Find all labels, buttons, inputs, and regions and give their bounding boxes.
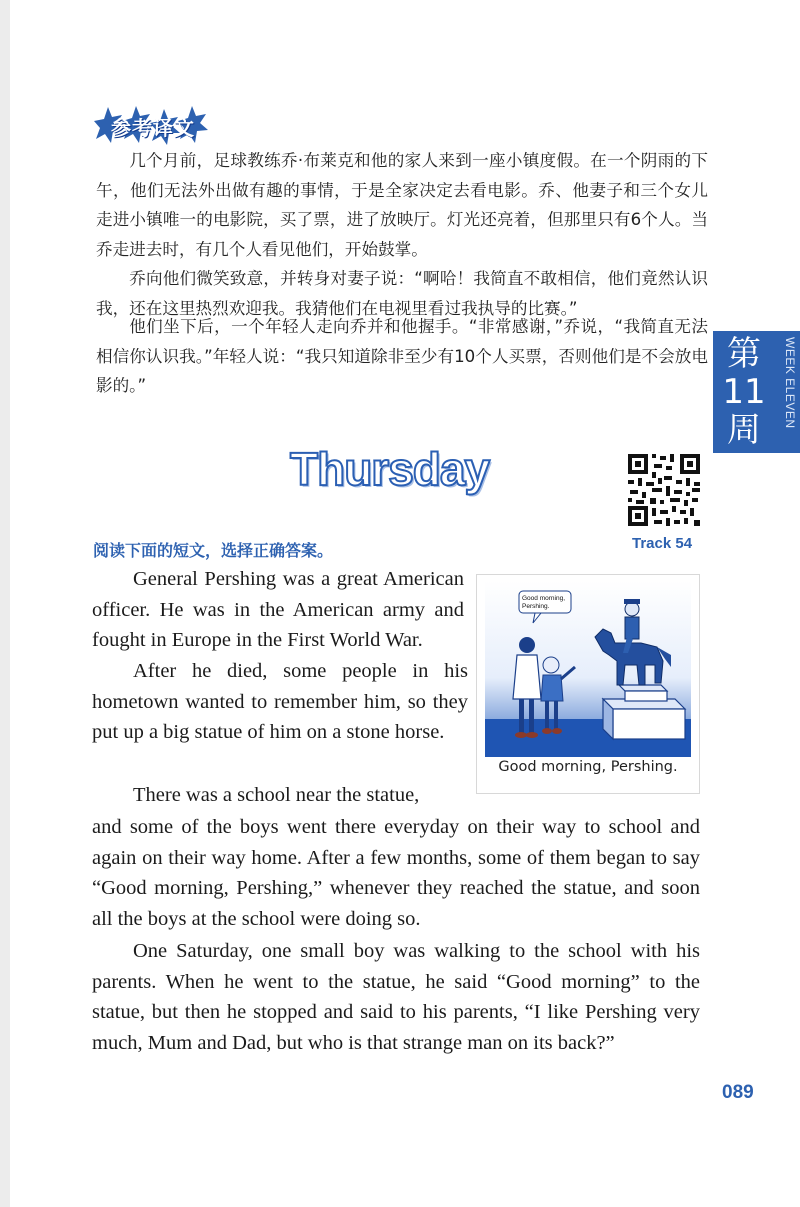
page-number: 089 bbox=[722, 1082, 754, 1103]
translation-paragraph-2: 乔向他们微笑致意，并转身对妻子说：“啊哈！我简直不敢相信，他们竟然认识我，还在这里热烈欢迎我。我猜他们在电视里看过我执导的比赛。” bbox=[96, 269, 708, 318]
track-label: Track 54 bbox=[632, 535, 693, 552]
statue-illustration bbox=[485, 581, 691, 757]
qr-code-icon bbox=[626, 452, 702, 528]
speech-bubble-line-1: Good morning, bbox=[522, 595, 565, 602]
passage-paragraph-4: One Saturday, one small boy was walking to the school with his parents. When he went to the statue, he said “Good morning” to the statue, but then he stopped and said to his parents, “I like Pershing very much, Mum and Dad, but who is that strange man on its back?” bbox=[92, 940, 700, 1054]
week-tab bbox=[713, 331, 800, 453]
day-title bbox=[290, 442, 490, 498]
passage-paragraph-3-start: There was a school near the statue, bbox=[133, 784, 420, 806]
banner-label: 参考译文 bbox=[111, 115, 195, 140]
week-tab-chinese: 第11周 bbox=[722, 334, 766, 450]
speech-bubble-line-2: Pershing. bbox=[522, 603, 550, 610]
week-tab-english: WEEK ELEVEN bbox=[783, 337, 797, 429]
passage-paragraph-3-rest: and some of the boys went there everyday on their way to school and again on their way home. After a few months, some of them began to say “Good morning, Pershing,” whenever they reached the statue, and soon all the boys at the school were doing so. bbox=[92, 816, 700, 930]
illustration-figure bbox=[476, 574, 700, 794]
translation-paragraph-3: 他们坐下后，一个年轻人走向乔并和他握手。“非常感谢，”乔说，“我简直无法相信你认识我。”年轻人说：“我只知道除非至少有10个人买票，否则他们是不会放电影的。” bbox=[96, 317, 708, 395]
reference-translation-banner bbox=[94, 103, 212, 149]
figure-caption: Good morning, Pershing. bbox=[498, 759, 678, 775]
passage-paragraph-2: After he died, some people in his hometown wanted to remember him, so they put up a big statue of him on a stone horse. bbox=[92, 660, 468, 743]
passage-paragraph-1: General Pershing was a great American officer. He was in the American army and fought in Europe in the First World War. bbox=[92, 568, 464, 651]
translation-paragraph-1: 几个月前，足球教练乔·布莱克和他的家人来到一座小镇度假。在一个阴雨的下午，他们无法外出做有趣的事情，于是全家决定去看电影。乔、他妻子和三个女儿走进小镇唯一的电影院，买了票，进了放映厅。灯光还亮着，但那里只有6个人。当乔走进去时，有几个人看见他们，开始鼓掌。 bbox=[96, 151, 708, 259]
day-title-text: Thursday bbox=[290, 443, 490, 495]
exercise-instruction: 阅读下面的短文，选择正确答案。 bbox=[93, 541, 334, 560]
page-edge-shadow bbox=[0, 0, 10, 1207]
